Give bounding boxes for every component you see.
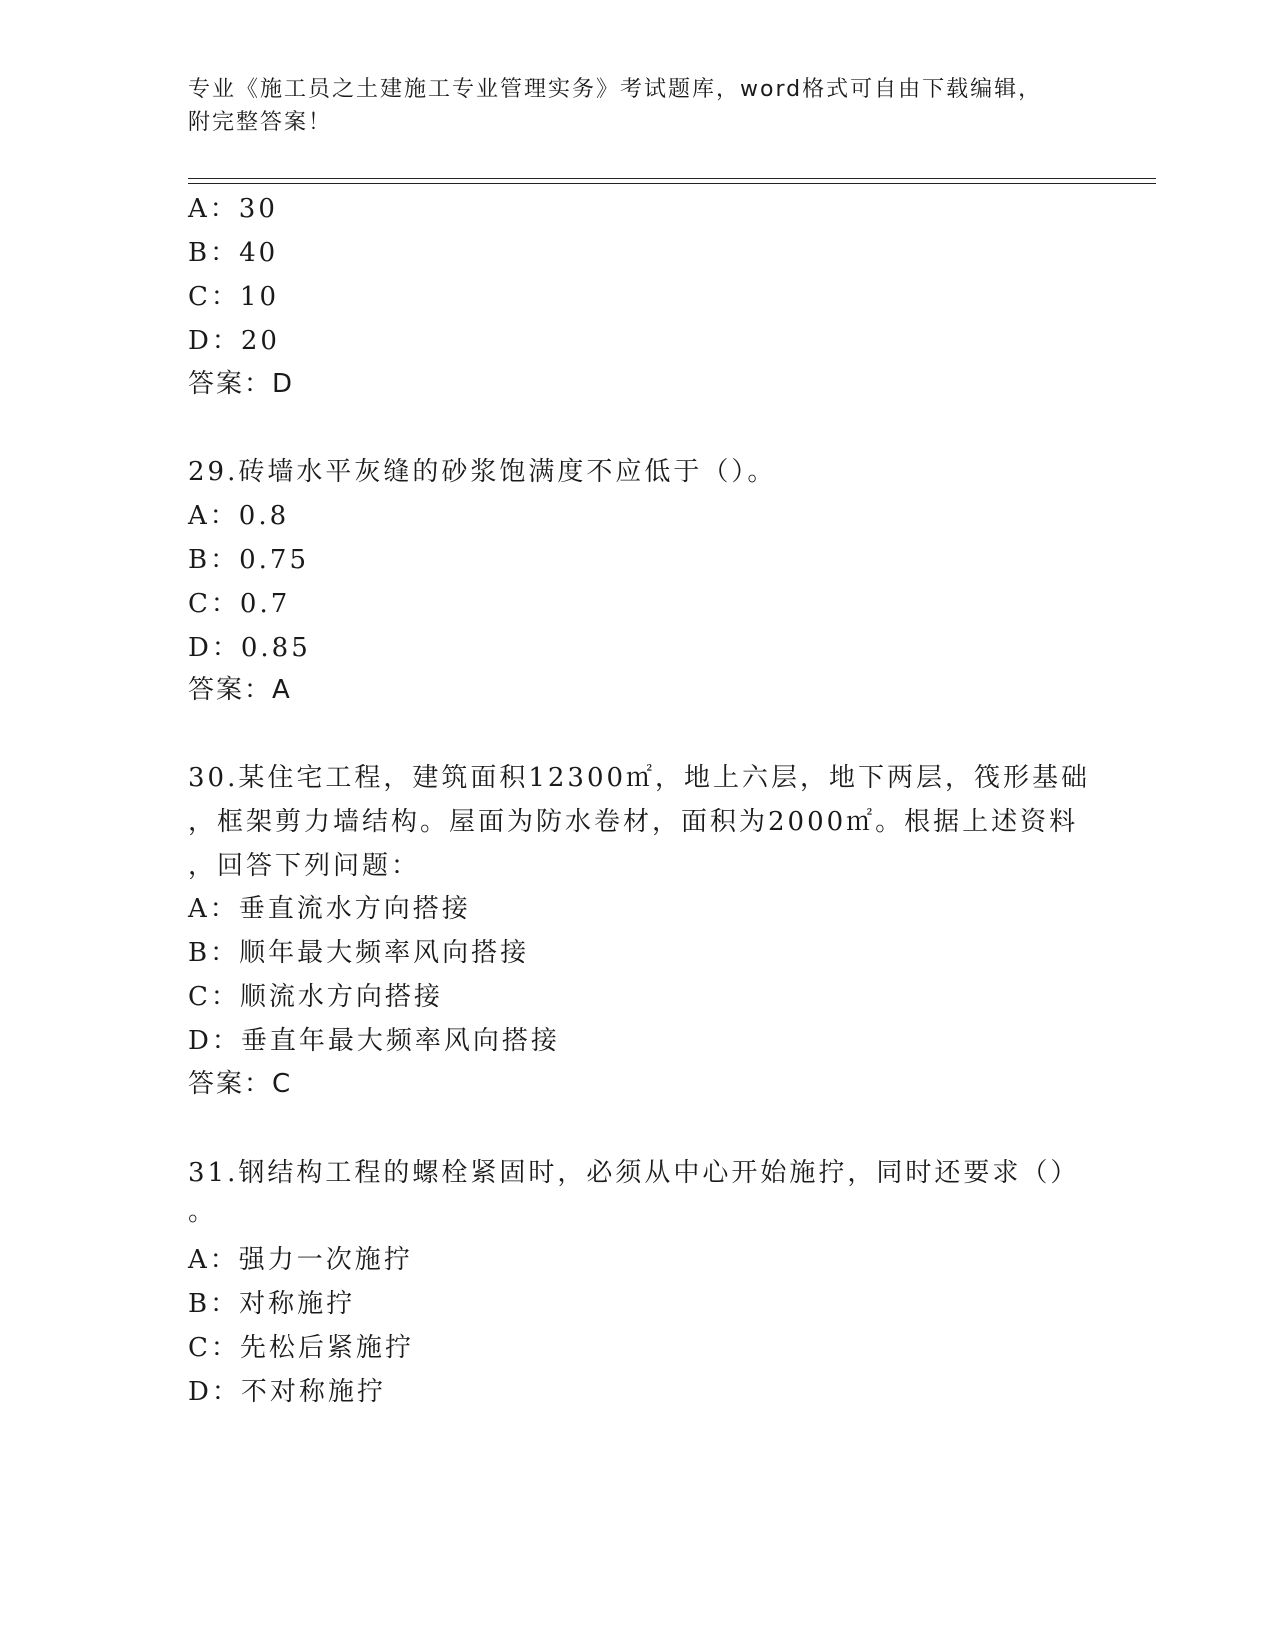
option-text: 20 xyxy=(240,326,280,356)
header-line-1: 专业《施工员之土建施工专业管理实务》考试题库，word格式可自由下载编辑， xyxy=(188,77,1043,102)
header-divider-top xyxy=(188,178,1156,179)
q29-stem: 29.砖墙水平灰缝的砂浆饱满度不应低于（）。 xyxy=(188,457,777,487)
q29-answer: 答案：A xyxy=(188,675,292,705)
q30-stem-line-3: ，回答下列问题： xyxy=(188,851,421,881)
q30-option-b xyxy=(188,937,529,969)
q31-stem-line-2: 。 xyxy=(188,1197,218,1227)
q30-stem-line-2: ，框架剪力墙结构。屋面为防水卷材，面积为2000㎡。根据上述资料 xyxy=(188,807,1079,837)
q28-option-c xyxy=(188,281,279,313)
option-text: 0.85 xyxy=(240,633,311,663)
option-key: D： xyxy=(188,633,241,663)
q29-option-d xyxy=(188,632,311,664)
option-text: 垂直流水方向搭接 xyxy=(238,894,471,924)
option-key: B： xyxy=(188,938,240,968)
q31-option-b xyxy=(188,1288,355,1320)
q30-option-a xyxy=(188,893,471,925)
option-key: A： xyxy=(188,501,239,531)
option-text: 对称施拧 xyxy=(239,1289,356,1319)
option-text: 40 xyxy=(239,238,279,268)
q28-answer: 答案：D xyxy=(188,369,295,399)
option-text: 0.75 xyxy=(239,545,309,575)
option-text: 顺流水方向搭接 xyxy=(239,982,443,1012)
header-divider-bottom xyxy=(188,183,1156,184)
option-key: C： xyxy=(188,282,240,312)
option-key: A： xyxy=(188,894,239,924)
q31-option-d xyxy=(188,1376,386,1408)
q31-stem-line-1: 31.钢结构工程的螺栓紧固时，必须从中心开始施拧，同时还要求（） xyxy=(188,1158,1080,1188)
document-header xyxy=(188,73,1088,139)
option-text: 0.8 xyxy=(238,501,290,531)
q28-option-b xyxy=(188,237,278,269)
q29-option-a xyxy=(188,500,289,532)
option-key: A： xyxy=(188,1245,239,1275)
option-text: 0.7 xyxy=(239,589,291,619)
option-text: 垂直年最大频率风向搭接 xyxy=(240,1026,560,1056)
q30-stem-line-1: 30.某住宅工程，建筑面积12300㎡，地上六层，地下两层，筏形基础 xyxy=(188,763,1091,793)
option-text: 30 xyxy=(238,194,278,224)
option-text: 不对称施拧 xyxy=(240,1377,386,1407)
option-key: D： xyxy=(188,1026,241,1056)
option-key: C： xyxy=(188,1333,240,1363)
option-key: D： xyxy=(188,1377,241,1407)
q29-option-b xyxy=(188,544,309,576)
q31-option-a xyxy=(188,1244,413,1276)
q30-option-d xyxy=(188,1025,560,1057)
option-key: A： xyxy=(188,194,239,224)
option-key: B： xyxy=(188,1289,240,1319)
option-key: C： xyxy=(188,982,240,1012)
q29-option-c xyxy=(188,588,290,620)
q30-answer: 答案：C xyxy=(188,1069,293,1099)
header-line-2: 附完整答案！ xyxy=(188,110,333,135)
q31-option-c xyxy=(188,1332,414,1364)
option-text: 顺年最大频率风向搭接 xyxy=(239,938,530,968)
option-key: D： xyxy=(188,326,241,356)
option-text: 先松后紧施拧 xyxy=(239,1333,414,1363)
option-text: 强力一次施拧 xyxy=(238,1245,413,1275)
q28-option-a xyxy=(188,193,278,225)
q28-option-d xyxy=(188,325,280,357)
option-key: B： xyxy=(188,238,240,268)
option-key: B： xyxy=(188,545,240,575)
q30-option-c xyxy=(188,981,443,1013)
option-key: C： xyxy=(188,589,240,619)
option-text: 10 xyxy=(239,282,279,312)
